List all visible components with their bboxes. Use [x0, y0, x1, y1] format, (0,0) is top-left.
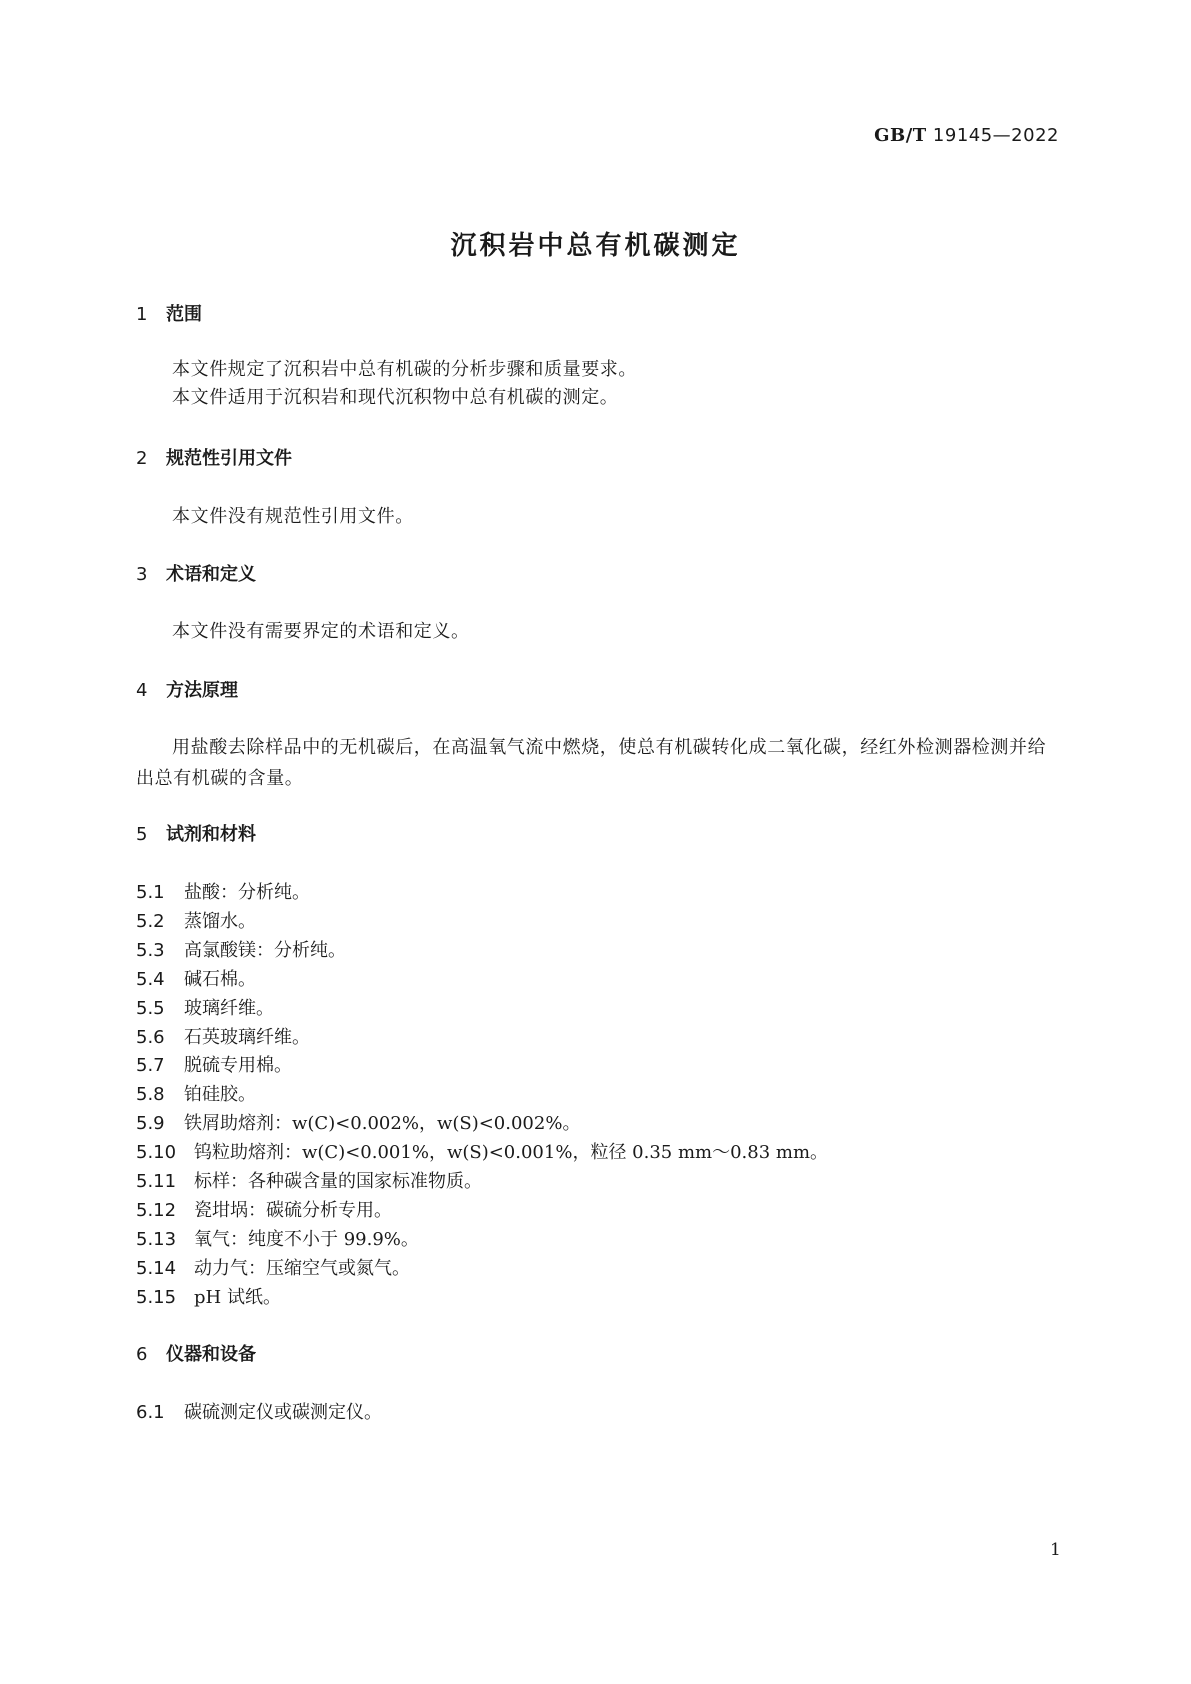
section-heading-1: 1 范围: [136, 304, 202, 325]
reagent-item: 5.5 玻璃纤维。: [136, 998, 274, 1019]
instrument-item: 6.1 碳硫测定仪或碳测定仪。: [136, 1402, 382, 1423]
section-heading-4: 4 方法原理: [136, 680, 238, 701]
section-heading-5: 5 试剂和材料: [136, 824, 256, 845]
scope-paragraph-2: 本文件适用于沉积岩和现代沉积物中总有机碳的测定。: [172, 387, 619, 408]
reagent-item: 5.7 脱硫专用棉。: [136, 1055, 292, 1076]
normative-refs-paragraph: 本文件没有规范性引用文件。: [172, 506, 414, 527]
principle-paragraph: 用盐酸去除样品中的无机碳后，在高温氧气流中燃烧，使总有机碳转化成二氧化碳，经红外检测器检测并给出总有机碳的含量。: [136, 737, 1047, 789]
page-number: 1: [1050, 1540, 1061, 1560]
section-heading-3: 3 术语和定义: [136, 564, 256, 585]
reagent-item: 5.8 铂硅胶。: [136, 1084, 256, 1105]
reagent-item: 5.11 标样：各种碳含量的国家标准物质。: [136, 1171, 482, 1192]
reagent-item: 5.14 动力气：压缩空气或氮气。: [136, 1258, 410, 1279]
reagent-item: 5.4 碱石棉。: [136, 969, 256, 990]
reagent-item: 5.1 盐酸：分析纯。: [136, 882, 310, 903]
reagent-item: 5.2 蒸馏水。: [136, 911, 256, 932]
document-title: 沉积岩中总有机碳测定: [450, 231, 741, 261]
reagent-item: 5.15 pH 试纸。: [136, 1287, 281, 1308]
reagent-item: 5.10 钨粒助熔剂：w(C)<0.001%，w(S)<0.001%，粒径 0.35 mm～0.83 mm。: [136, 1142, 829, 1163]
reagent-item: 5.9 铁屑助熔剂：w(C)<0.002%，w(S)<0.002%。: [136, 1113, 581, 1134]
reagent-item: 5.13 氧气：纯度不小于 99.9%。: [136, 1229, 419, 1250]
standard-code: [874, 125, 1059, 146]
standard-number: 19145—2022: [932, 125, 1059, 146]
reagent-item: 5.6 石英玻璃纤维。: [136, 1027, 310, 1048]
section-heading-2: 2 规范性引用文件: [136, 448, 292, 469]
reagent-item: 5.3 高氯酸镁：分析纯。: [136, 940, 346, 961]
standard-prefix: GB/T: [874, 125, 927, 146]
scope-paragraph-1: 本文件规定了沉积岩中总有机碳的分析步骤和质量要求。: [172, 359, 637, 380]
section-heading-6: 6 仪器和设备: [136, 1344, 256, 1365]
terms-paragraph: 本文件没有需要界定的术语和定义。: [172, 621, 470, 642]
reagent-item: 5.12 瓷坩埚：碳硫分析专用。: [136, 1200, 392, 1221]
